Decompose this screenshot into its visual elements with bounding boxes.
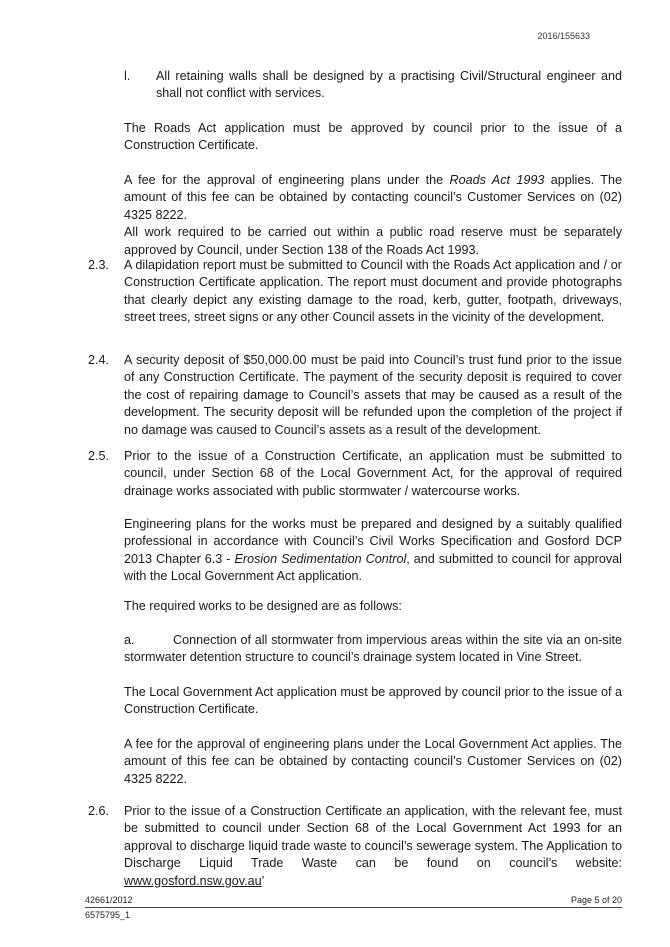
document-reference: 2016/155633 <box>537 31 590 41</box>
item-l-text: All retaining walls shall be designed by a practising Civil/Structural engineer and shall not conflict with services. <box>156 69 622 101</box>
section-number-2-6: 2.6. <box>88 804 110 818</box>
fee-text-start: A fee for the approval of engineering plans under the <box>124 173 450 187</box>
engineering-plans-paragraph <box>124 516 622 586</box>
section-number-2-5: 2.5. <box>88 449 110 463</box>
roads-act-title: Roads Act 1993 <box>449 173 545 187</box>
footer-divider <box>85 907 622 908</box>
roads-act-approval-paragraph: The Roads Act application must be approved by council prior to the issue of a Construction Certificate. <box>124 121 622 153</box>
page-number: Page 5 of 20 <box>570 895 622 905</box>
trade-waste-tail: ’ <box>261 873 265 888</box>
section-2-6-text <box>124 803 622 890</box>
required-works-heading: The required works to be designed are as follows: <box>124 599 402 613</box>
erosion-control-title: Erosion Sedimentation Control <box>234 551 407 566</box>
council-website-link[interactable]: www.gosford.nsw.gov.au <box>124 873 262 888</box>
section-number-2-3: 2.3. <box>88 258 110 272</box>
trade-waste-text: Prior to the issue of a Construction Certificate an application, with the relevant fee, must be submitted to council under Section 68 of the Local Government Act 1993 for an approval to discharge liquid trade waste to council’s sewerage system. The Application to Discharge Liquid Trade Waste can be found on council’s website: <box>124 804 622 871</box>
section-2-5-text: Prior to the issue of a Construction Certificate, an application must be submitted to council, under Section 68 of the Local Government Act, for the approval of required drainage works associated with public stormwater / watercourse works. <box>124 449 622 498</box>
plans-text-start: Engineering plans for the works must be prepared and designed by a suitably qualified professional in accordance with Council’s Civil Works Specification and Gosford DCP 2013 Chapter 6.3 - <box>124 517 622 566</box>
item-a-text: Connection of all stormwater from impervious areas within the site via an on-site stormwater detention structure to council’s drainage system located in Vine Street. <box>124 633 622 665</box>
file-reference: 42661/2012 <box>85 895 133 905</box>
section-number-2-4: 2.4. <box>88 353 110 367</box>
item-marker-l: l. <box>124 69 131 83</box>
roads-act-fee-paragraph <box>124 172 622 259</box>
item-marker-a: a. <box>124 633 135 647</box>
section-2-4-text: A security deposit of $50,000.00 must be paid into Council’s trust fund prior to the issue of any Construction Certificate. The payment of the security deposit is required to cover the cost of repairing damage to Council’s assets that may be caused as a result of the development. The security deposit will be refunded upon the completion of the project if no damage was caused to Council’s assets as a result of the development. <box>124 353 622 437</box>
fee-text-end: applies. The amount of this fee can be obtained by contacting council’s Customer Services on (02) 4325 8222. <box>124 173 622 222</box>
lga-approval-paragraph: The Local Government Act application must be approved by council prior to the issue of a Construction Certificate. <box>124 685 622 717</box>
lga-fee-paragraph: A fee for the approval of engineering plans under the Local Government Act applies. The amount of this fee can be obtained by contacting council’s Customer Services on (02) 4325 8222. <box>124 737 622 786</box>
road-reserve-text: All work required to be carried out within a public road reserve must be separately approved by Council, under Section 138 of the Roads Act 1993. <box>124 225 622 257</box>
section-2-3-text: A dilapidation report must be submitted to Council with the Roads Act application and / or Construction Certificate application. The report must document and provide photographs that clearly depict any existing damage to the road, kerb, gutter, footpath, driveways, street trees, street signs or any other Council assets in the vicinity of the development. <box>124 258 622 325</box>
document-id: 6575795_1 <box>85 910 131 920</box>
plans-text-end: , and submitted to council for approval with the Local Government Act application. <box>124 551 622 584</box>
